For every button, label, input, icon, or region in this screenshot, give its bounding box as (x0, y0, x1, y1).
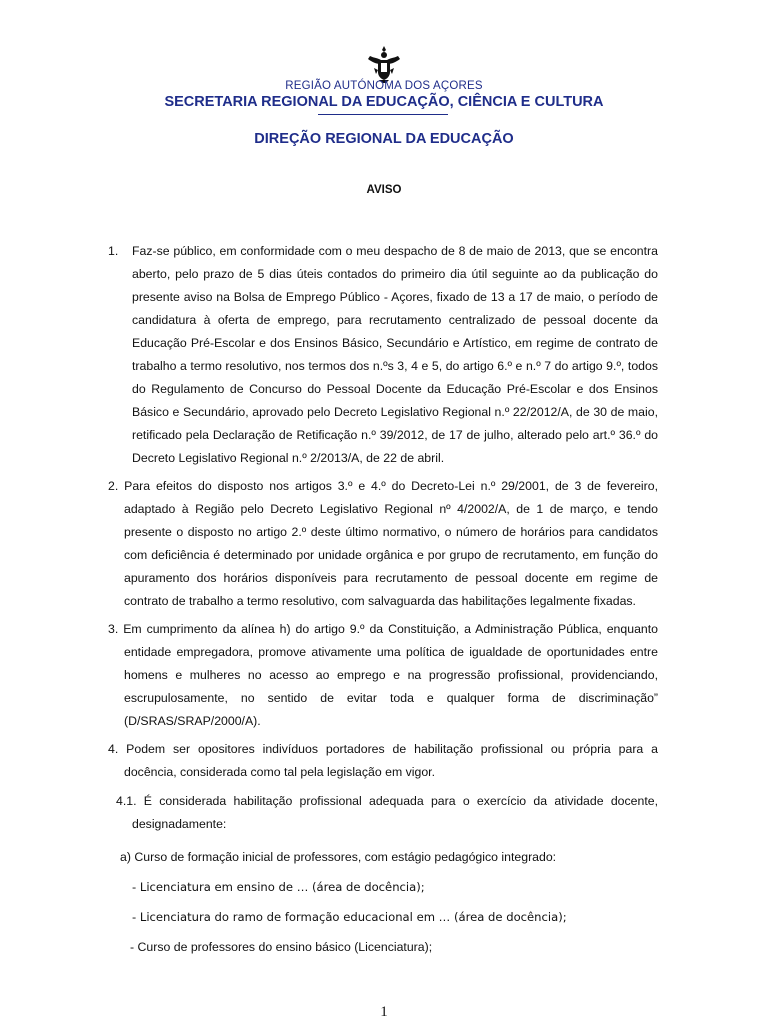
paragraph-number: 1. (108, 244, 119, 258)
region-name: REGIÃO AUTÓNOMA DOS AÇORES (285, 80, 483, 92)
header-divider (318, 114, 448, 115)
item-a: a) Curso de formação inicial de professores, com estágio pedagógico integrado: (120, 850, 557, 864)
paragraph-text: Faz-se público, em conformidade com o meu despacho de 8 de maio de 2013, que se encontra aberto, pelo prazo de 5 dias úteis contados do primeiro dia útil seguinte ao da publicação do presente aviso na Bolsa de Emprego Público - Açores, fixado de 13 a 17 de maio, o período de candidatura à oferta de emprego, para recrutamento centralizado de pessoal docente da Educação Pré-Escolar e dos Ensinos Básico, Secundário e Artístico, em regime de contrato de trabalho a termo resolutivo, nos termos dos n.ºs 3, 4 e 5, do artigo 6.º e n.º 7 do artigo 9.º, todos do Regulamento de Concurso do Pessoal Docente da Educação Pré-Escolar e dos Ensinos Básico e Secundário, aprovado pelo Decreto Legislativo Regional n.º 22/2012/A, de 30 de maio, retificado pela Declaração de Retificação n.º 39/2012, de 17 de julho, alterado pelo art.º 36.º do Decreto Legislativo Regional n.º 2/2013/A, de 22 de abril. (132, 244, 658, 465)
paragraph-2: 2. Para efeitos do disposto nos artigos 3.º e 4.º do Decreto-Lei n.º 29/2001, de 3 de fevereiro, adaptado à Região pelo Decreto Legislativo Regional nº 4/2002/A, de 1 de março, e tendo presente o disposto no artigo 2.º deste último normativo, o número de horários para candidatos com deficiência é determinado por unidade orgânica e por grupo de recrutamento, em função do apuramento dos horários disponíveis para recrutamento de pessoal docente em regime de contrato de trabalho a termo resolutivo, com salvaguarda das habilitações legalmente fixadas. (108, 479, 658, 608)
page-number: 1 (380, 1004, 388, 1020)
document-body (108, 240, 658, 959)
paragraph-1 (108, 240, 658, 470)
coat-of-arms-icon (364, 44, 404, 84)
list-item: - Licenciatura em ensino de … (área de docência); (132, 880, 425, 894)
secretaria-title: SECRETARIA REGIONAL DA EDUCAÇÃO, CIÊNCIA E CULTURA (164, 94, 604, 110)
list-item: - Licenciatura do ramo de formação educacional em … (área de docência); (132, 910, 567, 924)
list-item: - Curso de professores do ensino básico (Licenciatura); (130, 940, 433, 954)
paragraph-4: 4. Podem ser opositores indivíduos portadores de habilitação profissional ou própria para a docência, considerada como tal pela legislação em vigor. (108, 742, 658, 779)
document-title: AVISO (366, 184, 402, 196)
paragraph-3: 3. Em cumprimento da alínea h) do artigo 9.º da Constituição, a Administração Pública, enquanto entidade empregadora, promove ativamente uma política de igualdade de oportunidades entre homens e mulheres no acesso ao emprego e na progressão profissional, providenciando, escrupulosamente, no sentido de evitar toda e qualquer forma de discriminação” (D/SRAS/SRAP/2000/A). (108, 622, 658, 728)
paragraph-4-1: 4.1. É considerada habilitação profissional adequada para o exercício da atividade docente, designadamente: (116, 794, 658, 831)
direcao-title: DIREÇÃO REGIONAL DA EDUCAÇÃO (254, 131, 514, 147)
